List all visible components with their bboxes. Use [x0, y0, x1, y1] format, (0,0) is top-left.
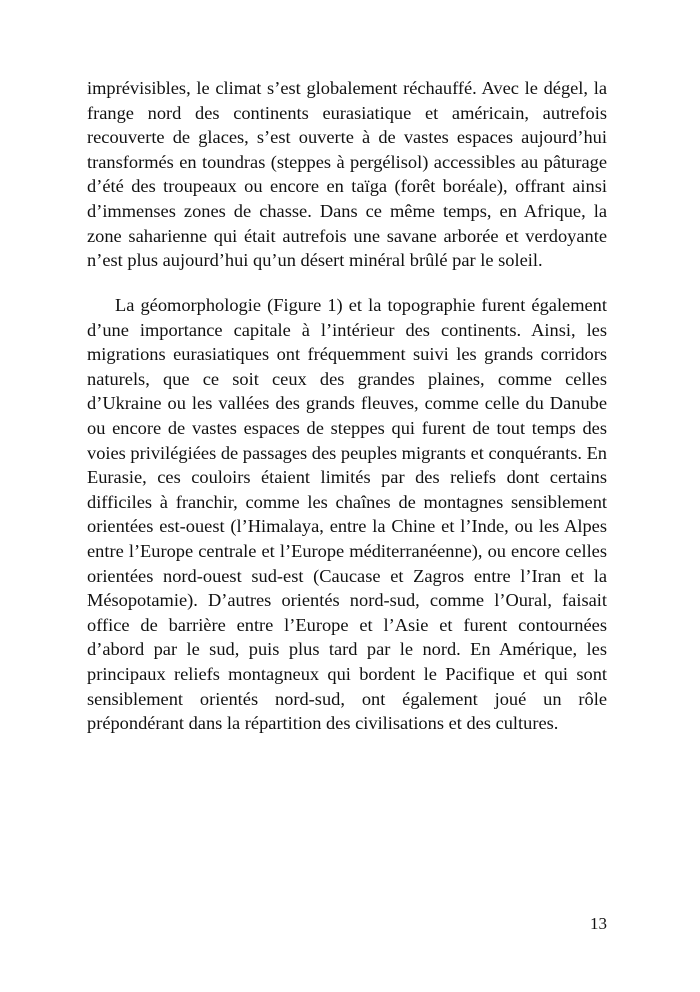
paragraph-geomorphology [87, 293, 607, 736]
paragraph-1-text: imprévisibles, le climat s’est globalement réchauffé. Avec le dégel, la frange nord des continents eurasiatique et américain, autrefois recouverte de glaces, s’est ouverte à de vastes espaces aujourd’hui transformés en toundras (steppes à pergélisol) accessibles au pâturage d’été des troupeaux ou encore en taïga (forêt boréale), offrant ainsi d’immenses zones de chasse. Dans ce même temps, en Afrique, la zone saharienne qui était autrefois une savane arborée et verdoyante n’est plus aujourd’hui qu’un désert minéral brûlé par le soleil. [87, 78, 607, 271]
page-number: 13 [590, 914, 607, 933]
paragraph-continuation [87, 76, 607, 273]
paragraph-2-text: La géomorphologie (Figure 1) et la topographie furent également d’une importance capitale à l’intérieur des continents. Ainsi, les migrations eurasiatiques ont fréquemment suivi les grands corridors naturels, que ce soit ceux des grandes plaines, comme celles d’Ukraine ou les vallées des grands fleuves, comme celle du Danube ou encore de vastes espaces de steppes qui furent de tout temps des voies privilégiées de passages des peuples migrants et conquérants. En Eurasie, ces couloirs étaient limités par des reliefs dont certains difficiles à franchir, comme les chaînes de montagnes sensiblement orientées est-ouest (l’Himalaya, entre la Chine et l’Inde, ou les Alpes entre l’Europe centrale et l’Europe méditerranéenne), ou encore celles orientées nord-ouest sud-est (Caucase et Zagros entre l’Iran et la Mésopotamie). D’autres orientés nord-sud, comme l’Oural, faisait office de barrière entre l’Europe et l’Asie et furent contournées d’abord par le sud, puis plus tard par le nord. En Amérique, les principaux reliefs montagneux qui bordent le Pacifique et qui sont sensiblement orientés nord-sud, ont également joué un rôle prépondérant dans la répartition des civilisations et des cultures. [87, 295, 607, 734]
